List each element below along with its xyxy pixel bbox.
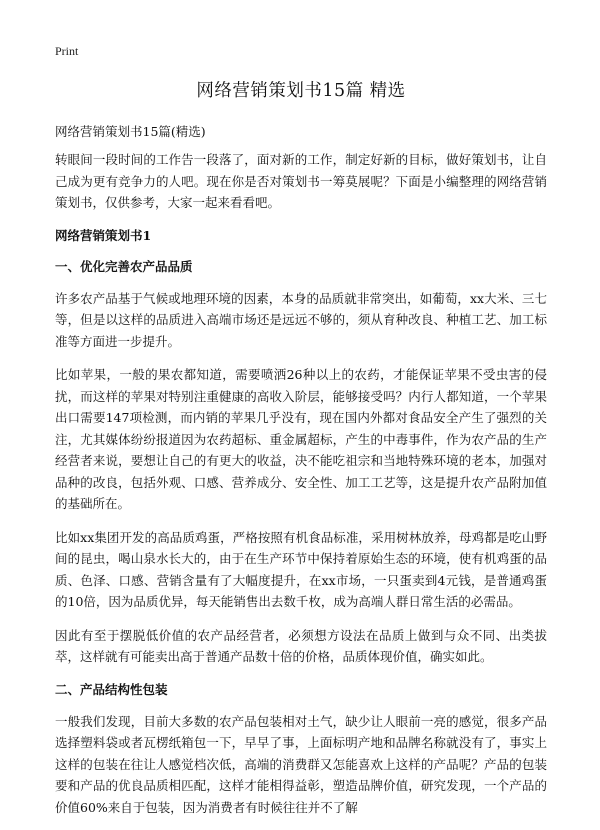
paragraph-4: 因此有至于摆脱低价值的农产品经营者，必须想方设法在品质上做到与众不同、出类拔萃，这样就有可能卖出高于普通产品数十倍的价格，品质体现价值，确实如此。 [55,627,547,664]
paragraph-5: 一般我们发现，目前大多数的农产品包装相对土气，缺少让人眼前一亮的感觉，很多产品选择塑料袋或者瓦楞纸箱包一下，早早了事，上面标明产地和品牌名称就没有了，事实上这样的包装在往让人感觉档次低，高端的消费群又怎能喜欢上这样的产品呢？产品的包装要和产品的优良品质相匹配，这样才能相得益彰，塑造品牌价值，研究发现，一个产品的价值60%来自于包装，因为消费者有时候往往并不了解 [55,713,547,815]
heading-packaging: 二、产品结构性包装 [55,681,168,697]
paragraph-2: 比如苹果，一般的果农都知道，需要喷洒26种以上的农药，才能保证苹果不受虫害的侵扰，而这样的苹果对特别注重健康的高收入阶层，能够接受吗？内行人都知道，一个苹果出口需要147项检测，而内销的苹果几乎没有，现在国内外都对食品安全产生了强烈的关注，尤其媒体纷纷报道因为农药超标、重金属超标，产生的中毒事件，作为农产品的生产经营者来说，要想让自己的有更大的收益，决不能吃祖宗和当地特殊环境的老本，加强对品种的改良，包括外观、口感、营养成分、安全性、加工工艺等，这是提升农产品附加值的基础所在。 [55,367,547,511]
heading-quality: 一、优化完善农产品品质 [55,258,193,274]
document-subtitle: 网络营销策划书15篇(精选) [55,124,206,139]
document-title: 网络营销策划书15篇 精选 [196,81,406,101]
paragraph-3: 比如xx集团开发的高品质鸡蛋，严格按照有机食品标准，采用树林放养，母鸡都是吃山野间的昆虫，喝山泉水长大的，由于在生产环节中保持着原始生态的环境，使有机鸡蛋的品质、色泽、口感、营销含量有了大幅度提升，在xx市场，一只蛋卖到4元钱，是普通鸡蛋的10倍，因为品质优异，每天能销售出去数千枚，成为高端人群日常生活的必需品。 [55,529,547,609]
section-title: 网络营销策划书1 [55,227,152,243]
paragraph-1: 许多农产品基于气候或地理环境的因素，本身的品质就非常突出，如葡萄，xx大米、三七等，但是以这样的品质进入高端市场还是远远不够的，须从育种改良、种植工艺、加工标准等方面进一步提升。 [55,290,547,349]
document-page [55,78,547,830]
intro-paragraph: 转眼间一段时间的工作告一段落了，面对新的工作，制定好新的目标，做好策划书，让自己成为更有竞争力的人吧。现在你是否对策划书一筹莫展呢？下面是小编整理的网络营销策划书，仅供参考，大家一起来看看吧。 [55,152,547,210]
print-label[interactable]: Print [55,44,79,58]
